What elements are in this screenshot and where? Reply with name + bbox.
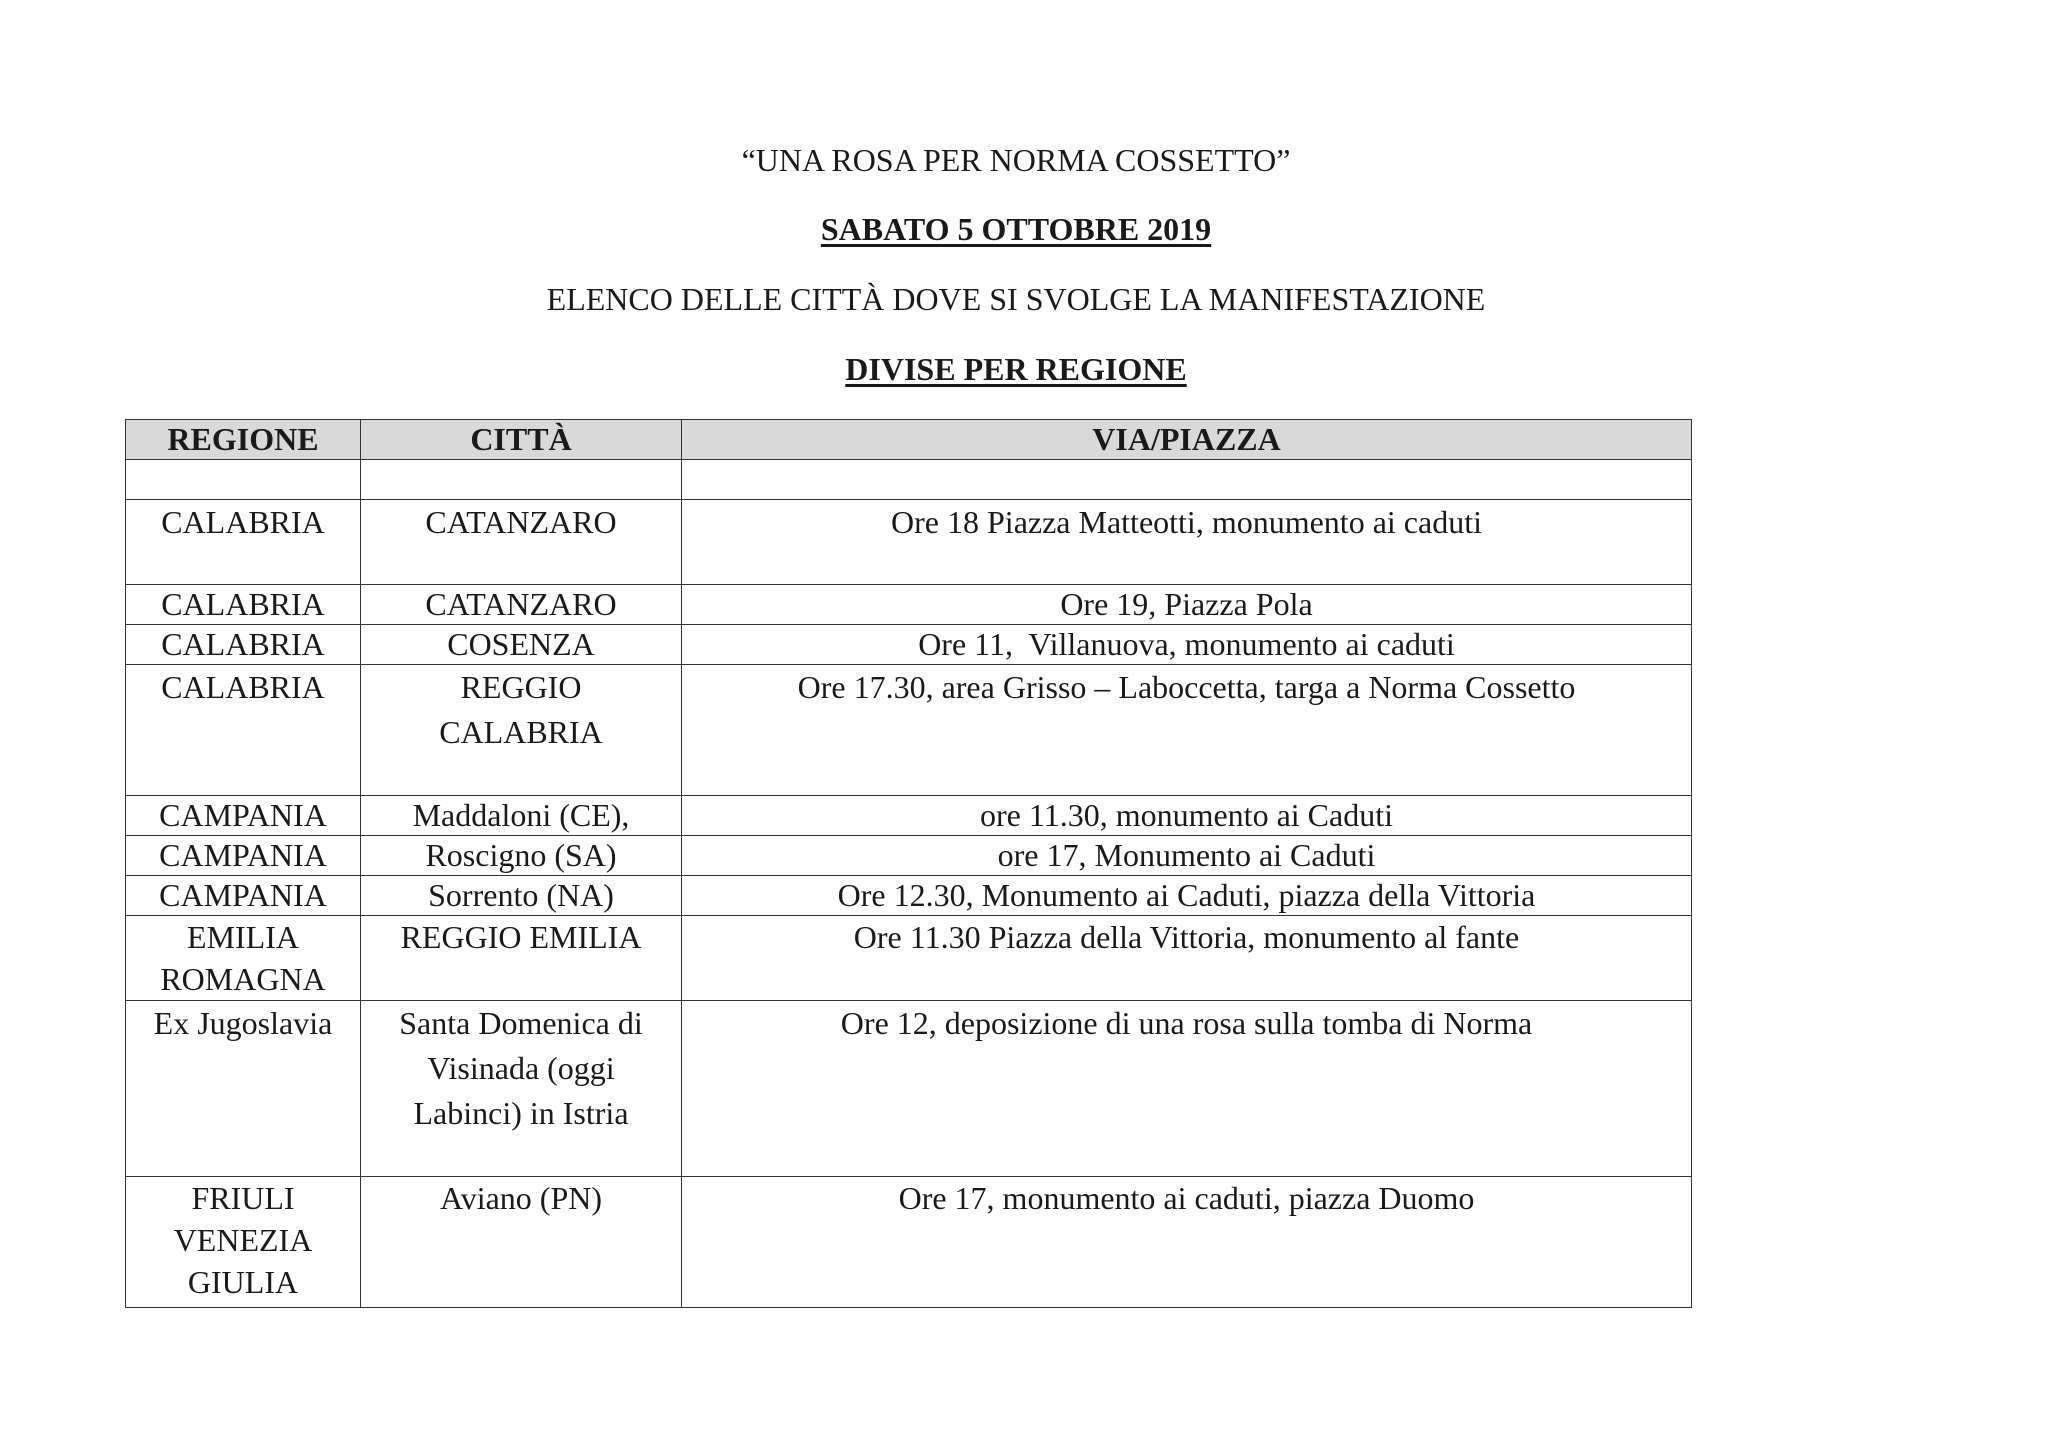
document-title: “UNA ROSA PER NORMA COSSETTO”	[741, 142, 1291, 178]
cell-citta: Maddaloni (CE),	[361, 796, 682, 836]
cell-citta: CATANZARO	[361, 500, 682, 585]
table-row	[126, 585, 1692, 625]
cell-citta: Santa Domenica di Visinada (oggi Labinci) in Istria	[361, 1001, 682, 1177]
cell-regione: Ex Jugoslavia	[126, 1001, 361, 1177]
cell-via: Ore 11, Villanuova, monumento ai caduti	[682, 625, 1692, 665]
cell-citta: Sorrento (NA)	[361, 876, 682, 916]
cell-citta: Roscigno (SA)	[361, 836, 682, 876]
table-row	[126, 500, 1692, 585]
header-via-piazza: VIA/PIAZZA	[682, 420, 1692, 460]
empty-cell	[682, 460, 1692, 500]
table-row-empty	[126, 460, 1692, 500]
cell-citta: REGGIO EMILIA	[361, 916, 682, 1001]
cell-regione: CALABRIA	[126, 585, 361, 625]
table-row	[126, 916, 1692, 1001]
empty-cell	[126, 460, 361, 500]
cell-regione: CALABRIA	[126, 500, 361, 585]
cell-via: Ore 12.30, Monumento ai Caduti, piazza della Vittoria	[682, 876, 1692, 916]
cell-via: ore 11.30, monumento ai Caduti	[682, 796, 1692, 836]
table-row	[126, 876, 1692, 916]
cell-citta: COSENZA	[361, 625, 682, 665]
cell-via: ore 17, Monumento ai Caduti	[682, 836, 1692, 876]
table-row	[126, 625, 1692, 665]
cell-citta: CATANZARO	[361, 585, 682, 625]
cell-regione: EMILIA ROMAGNA	[126, 916, 361, 1001]
header-regione: REGIONE	[126, 420, 361, 460]
cell-via: Ore 18 Piazza Matteotti, monumento ai caduti	[682, 500, 1692, 585]
cell-citta: REGGIO CALABRIA	[361, 665, 682, 796]
cell-regione: CAMPANIA	[126, 836, 361, 876]
cell-regione: CAMPANIA	[126, 876, 361, 916]
table-row	[126, 796, 1692, 836]
cell-regione: CAMPANIA	[126, 796, 361, 836]
cell-via: Ore 12, deposizione di una rosa sulla tomba di Norma	[682, 1001, 1692, 1177]
cell-regione: CALABRIA	[126, 625, 361, 665]
cell-regione: CALABRIA	[126, 665, 361, 796]
table-header-row	[126, 420, 1692, 460]
table-row	[126, 1001, 1692, 1177]
table-row	[126, 1177, 1692, 1308]
header-citta: CITTÀ	[361, 420, 682, 460]
event-date: SABATO 5 OTTOBRE 2019	[820, 211, 1212, 247]
division-heading: DIVISE PER REGIONE	[845, 351, 1187, 387]
table-row	[126, 665, 1692, 796]
cell-via: Ore 19, Piazza Pola	[682, 585, 1692, 625]
empty-cell	[361, 460, 682, 500]
cell-citta: Aviano (PN)	[361, 1177, 682, 1308]
cell-via: Ore 11.30 Piazza della Vittoria, monumento al fante	[682, 916, 1692, 1001]
table-row	[126, 836, 1692, 876]
cell-via: Ore 17, monumento ai caduti, piazza Duomo	[682, 1177, 1692, 1308]
cell-regione: FRIULI VENEZIA GIULIA	[126, 1177, 361, 1308]
events-table	[125, 419, 1692, 1308]
document-subtitle: ELENCO DELLE CITTÀ DOVE SI SVOLGE LA MANIFESTAZIONE	[546, 281, 1486, 317]
cell-via: Ore 17.30, area Grisso – Laboccetta, targa a Norma Cossetto	[682, 665, 1692, 796]
